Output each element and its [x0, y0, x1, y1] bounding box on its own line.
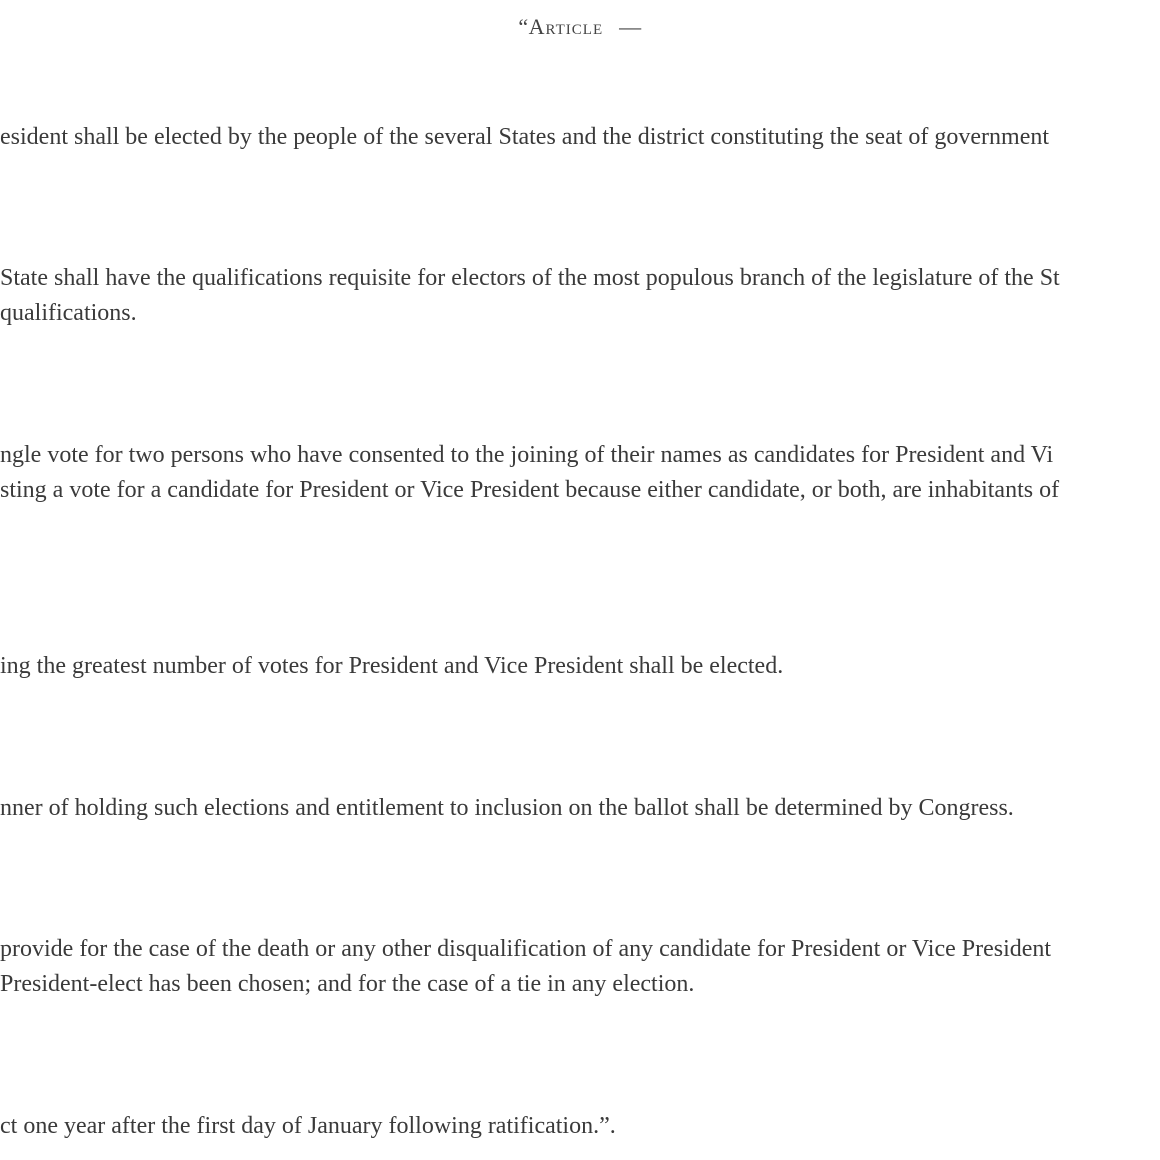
paragraph-3-line-1: ngle vote for two persons who have consented to the joining of their names as candidates for President and Vi — [0, 442, 1054, 468]
paragraph-4-line-1: ing the greatest number of votes for President and Vice President shall be elected. — [0, 653, 784, 679]
paragraph-2-line-2: qualifications. — [0, 300, 137, 326]
article-heading — [0, 14, 1160, 40]
paragraph-6-line-2: President-elect has been chosen; and for the case of a tie in any election. — [0, 971, 695, 997]
paragraph-1-line-1: esident shall be elected by the people of the several States and the district constituting the seat of government — [0, 124, 1050, 150]
paragraph-5-line-1: nner of holding such elections and entitlement to inclusion on the ballot shall be determined by Congress. — [0, 795, 1014, 821]
heading-open-quote: “ — [518, 14, 529, 39]
heading-dash: — — [619, 14, 642, 39]
paragraph-6-line-1: provide for the case of the death or any other disqualification of any candidate for President or Vice President — [0, 936, 1052, 962]
paragraph-2-line-1: State shall have the qualifications requisite for electors of the most populous branch of the legislature of the St — [0, 265, 1060, 291]
heading-article: Article — [528, 14, 604, 39]
paragraph-3-line-2: sting a vote for a candidate for President or Vice President because either candidate, or both, are inhabitants of — [0, 477, 1060, 503]
paragraph-7-line-1: ct one year after the first day of January following ratification.”. — [0, 1113, 616, 1139]
